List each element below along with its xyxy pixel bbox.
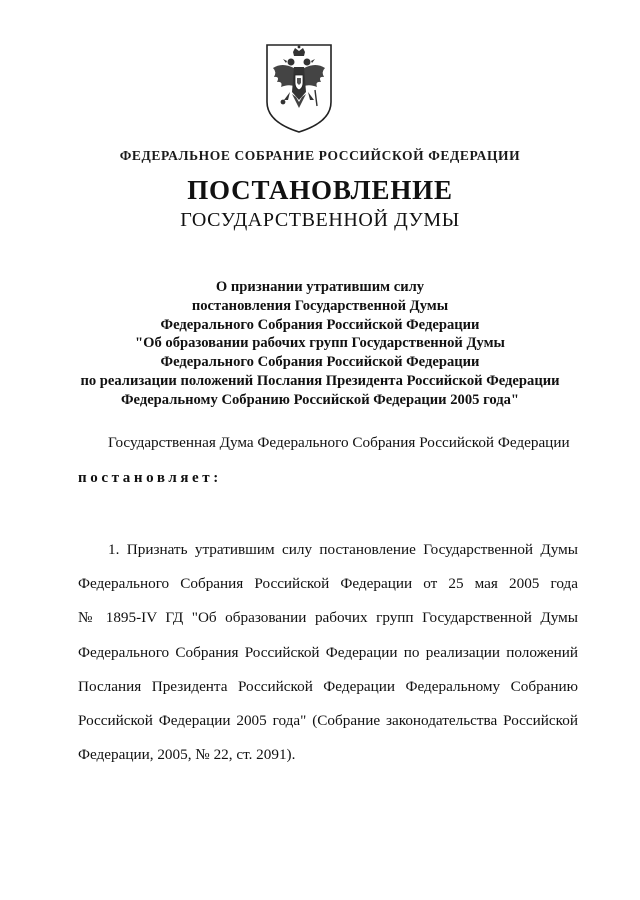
subject-line: постановления Государственной Думы [191,297,449,314]
subject-line: Федеральному Собранию Российской Федерации 2005 года" [121,391,519,408]
body-line: Федерации, 2005, № 22, ст. 2091). [78,746,296,764]
body-line: Послания Президента Российской Федерации Федеральному Собранию [78,677,578,695]
subject-line: "Об образовании рабочих групп Государственной Думы [135,335,505,352]
body-line: Российской Федерации 2005 года" (Собрание законодательства Российской [78,711,578,729]
resolves-word: постановляет: [78,470,222,486]
document-subtitle: ГОСУДАРСТВЕННОЙ ДУМЫ [180,209,460,231]
document-title: ПОСТАНОВЛЕНИЕ [187,175,453,205]
resolution-body [78,533,578,772]
subject-line: О признании утратившим силу [215,279,425,295]
russian-coat-of-arms-icon [264,42,334,134]
body-line: Федерального Собрания Российской Федерации по реализации положений [78,643,578,661]
document-subject [60,278,580,410]
body-line: Федерального Собрания Российской Федерации от 25 мая 2005 года [78,575,578,593]
subject-line: Федерального Собрания Российской Федерации [160,354,480,371]
body-line: 1. Признать утратившим силу постановление Государственной Думы [108,541,578,558]
preamble-text: Государственная Дума Федерального Собрания Российской Федерации [108,434,570,451]
subject-line: по реализации положений Послания Президента Российской Федерации [80,372,560,389]
body-line: № 1895-IV ГД "Об образовании рабочих групп Государственной Думы [78,609,578,627]
organization-header: ФЕДЕРАЛЬНОЕ СОБРАНИЕ РОССИЙСКОЙ ФЕДЕРАЦИИ [119,148,521,163]
subject-line: Федерального Собрания Российской Федерации [160,316,480,333]
